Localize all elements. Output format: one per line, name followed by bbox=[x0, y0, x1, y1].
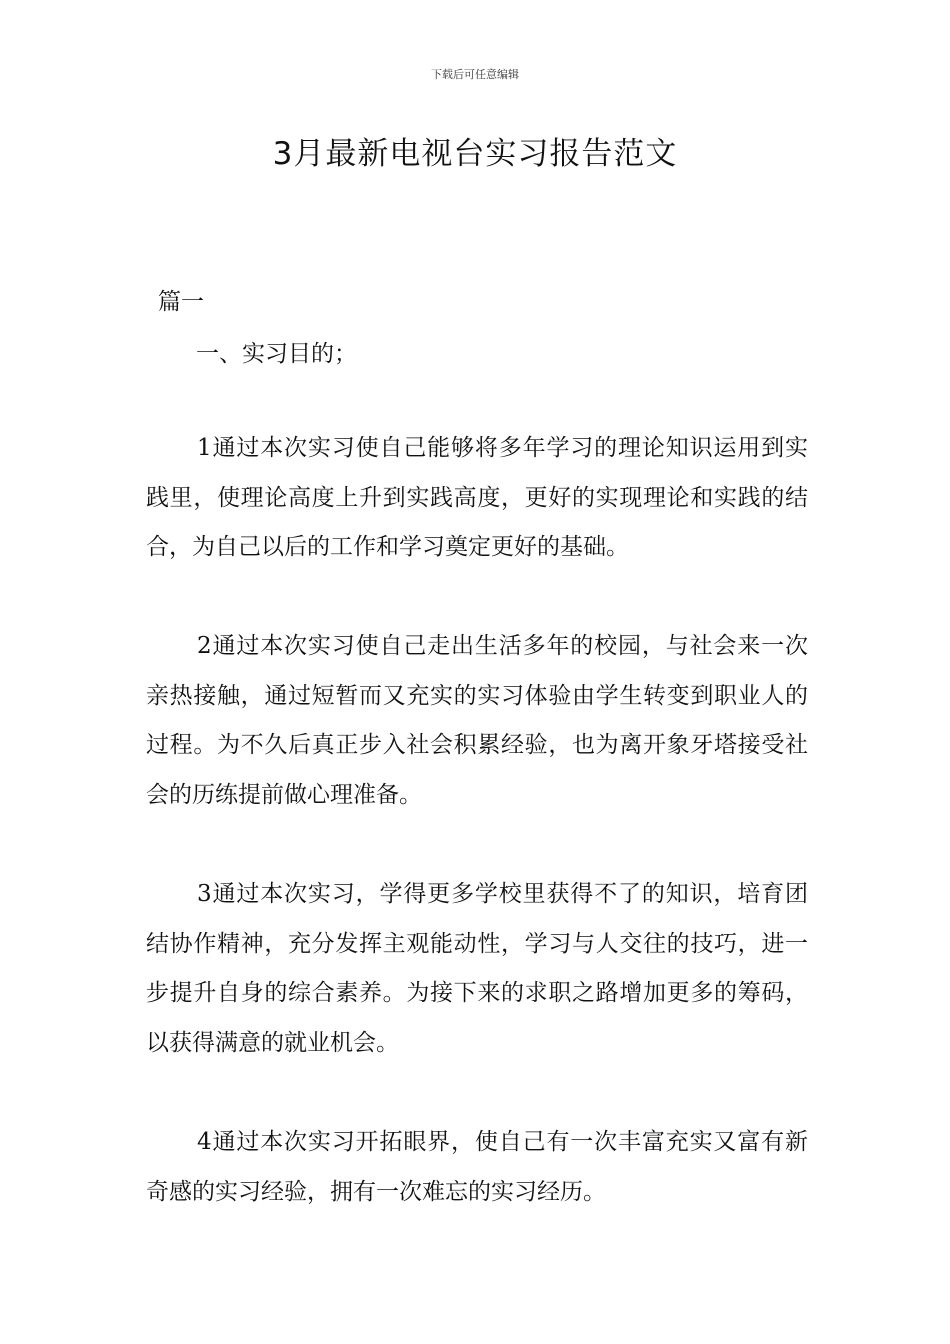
paragraph-2: 2通过本次实习使自己走出生活多年的校园，与社会来一次亲热接触，通过短暂而又充实的实习体验由学生转变到职业人的过程。为不久后真正步入社会积累经验，也为离开象牙塔接受社会的历练提前做心理准备。 bbox=[146, 633, 808, 808]
document-title: 3月最新电视台实习报告范文 bbox=[272, 136, 678, 172]
section-label: 篇一 bbox=[158, 289, 204, 315]
header-note: 下载后可任意编辑 bbox=[431, 68, 519, 81]
paragraph-3: 3通过本次实习，学得更多学校里获得不了的知识，培育团结协作精神，充分发挥主观能动性，学习与人交往的技巧，进一步提升自身的综合素养。为接下来的求职之路增加更多的筹码，以获得满意的就业机会。 bbox=[146, 881, 808, 1056]
paragraph-1: 1通过本次实习使自己能够将多年学习的理论知识运用到实践里，使理论高度上升到实践高度，更好的实现理论和实践的结合，为自己以后的工作和学习奠定更好的基础。 bbox=[146, 435, 808, 560]
section-heading: 一、实习目的； bbox=[196, 341, 357, 367]
paragraph-4: 4通过本次实习开拓眼界，使自己有一次丰富充实又富有新奇感的实习经验，拥有一次难忘的实习经历。 bbox=[146, 1129, 808, 1205]
